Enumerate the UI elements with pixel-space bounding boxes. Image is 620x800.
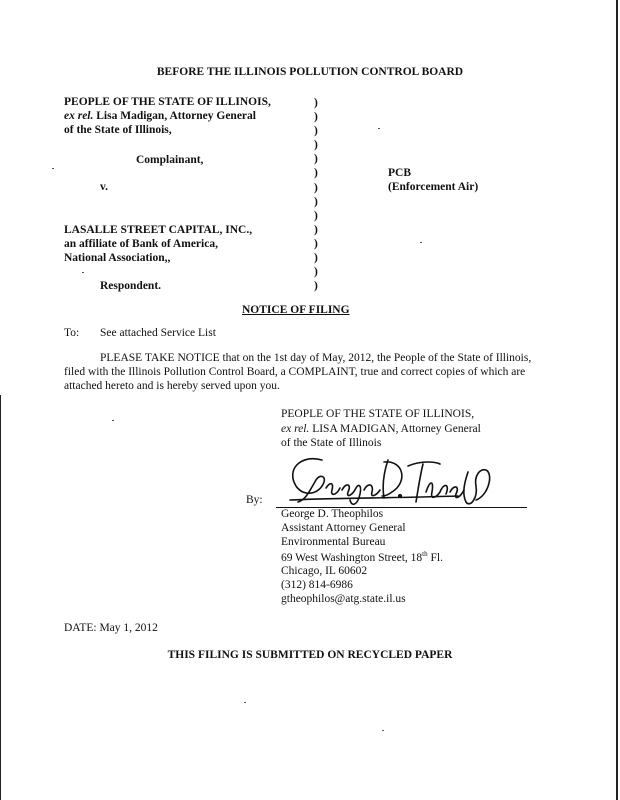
- address-street: 69 West Washington Street, 18: [281, 551, 423, 564]
- caption-paren: ): [314, 153, 318, 166]
- defendant-line-2: an affiliate of Bank of America,: [64, 238, 218, 250]
- case-type: (Enforcement Air): [388, 181, 479, 193]
- notice-body-line-1: PLEASE TAKE NOTICE that on the 1st day of May, 2012, the People of the State of Illinois,: [100, 352, 532, 364]
- address-floor: Fl.: [427, 551, 443, 564]
- case-number-label: PCB: [388, 167, 411, 179]
- caption-paren: ): [314, 181, 318, 194]
- respondent-label: Respondent.: [100, 280, 162, 292]
- scan-speck: [382, 730, 384, 731]
- caption-paren: ): [314, 209, 318, 222]
- plaintiff-line-2-rest: Lisa Madigan, Attorney General: [93, 110, 256, 122]
- plaintiff-line-3: of the State of Illinois,: [64, 124, 172, 136]
- notice-body-line-2: filed with the Illinois Pollution Control Board, a COMPLAINT, true and correct copies of which are: [64, 366, 526, 378]
- plaintiff-line-2: [64, 110, 256, 122]
- scan-speck: [52, 168, 54, 169]
- date-line: DATE: May 1, 2012: [64, 622, 158, 634]
- address-ordinal: th: [422, 550, 428, 558]
- scan-speck: [378, 128, 380, 129]
- caption-paren: ): [314, 167, 318, 180]
- scan-speck: [244, 702, 246, 703]
- caption-paren: ): [314, 125, 318, 138]
- board-title: BEFORE THE ILLINOIS POLLUTION CONTROL BOARD: [156, 66, 464, 78]
- sig-exrel: ex rel.: [281, 423, 310, 435]
- by-label: By:: [246, 494, 263, 506]
- signer-city: Chicago, IL 60602: [281, 565, 368, 577]
- caption-paren: ): [314, 195, 318, 208]
- caption-paren: ): [314, 237, 318, 250]
- versus-label: v.: [100, 181, 108, 193]
- notice-body-line-3: attached hereto and is hereby served upon you.: [64, 380, 280, 392]
- scan-speck: [420, 242, 422, 243]
- signer-phone: (312) 814-6986: [281, 579, 353, 591]
- plaintiff-line-1: PEOPLE OF THE STATE OF ILLINOIS,: [64, 96, 271, 108]
- signer-address: [281, 550, 443, 564]
- sig-party-line-2: [281, 423, 481, 435]
- plaintiff-exrel: ex rel.: [64, 110, 94, 122]
- defendant-line-3: National Association,,: [64, 252, 171, 264]
- caption-paren: ): [314, 111, 318, 124]
- sig-party-line-2-rest: LISA MADIGAN, Attorney General: [309, 423, 481, 435]
- scan-speck: [82, 272, 84, 273]
- defendant-line-1: LASALLE STREET CAPITAL, INC.,: [64, 224, 253, 236]
- caption-paren: ): [314, 139, 318, 152]
- caption-paren: ): [314, 252, 318, 265]
- signer-title: Assistant Attorney General: [281, 522, 406, 534]
- caption-paren: ): [314, 97, 318, 109]
- caption-paren-column: [314, 96, 318, 293]
- complainant-label: Complainant,: [136, 154, 204, 166]
- signer-name: George D. Theophilos: [281, 508, 384, 520]
- sig-party-line-3: of the State of Illinois: [281, 437, 382, 449]
- to-label: To:: [64, 327, 80, 339]
- scan-edge-right: [616, 0, 618, 800]
- handwritten-signature: [280, 452, 500, 512]
- signer-bureau: Environmental Bureau: [281, 536, 386, 548]
- to-value: See attached Service List: [100, 327, 216, 339]
- caption-paren: ): [314, 266, 318, 279]
- notice-title: NOTICE OF FILING: [242, 304, 350, 316]
- signer-email: gtheophilos@atg.state.il.us: [281, 593, 406, 605]
- sig-party-line-1: PEOPLE OF THE STATE OF ILLINOIS,: [281, 408, 475, 420]
- scan-edge-left: [0, 395, 1, 800]
- caption-paren: ): [314, 223, 318, 236]
- scan-speck: [112, 420, 114, 421]
- recycled-paper-notice: THIS FILING IS SUBMITTED ON RECYCLED PAPER: [167, 649, 453, 661]
- caption-paren: ): [314, 280, 318, 293]
